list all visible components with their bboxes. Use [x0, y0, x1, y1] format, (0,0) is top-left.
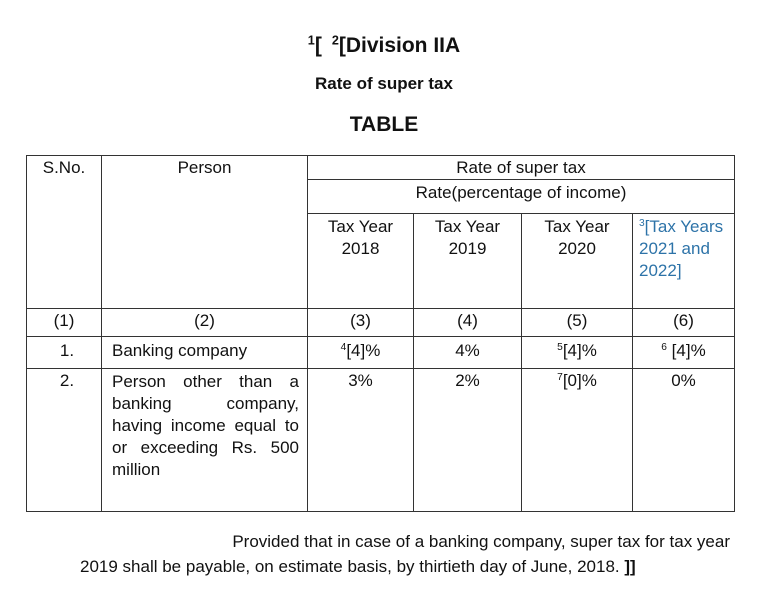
division-heading: $^1$[ $^2$[Division IIA	[307, 33, 461, 57]
header-rate-group: Rate of super tax	[308, 156, 735, 180]
rate-2019: 4%	[414, 337, 522, 369]
header-rate-sub: Rate(percentage of income)	[308, 180, 735, 214]
rate-2018: $^4$[4]%	[308, 337, 414, 369]
rate-2019: 2%	[414, 369, 522, 512]
column-number: (4)	[414, 309, 522, 337]
footnote-2: 2	[331, 33, 339, 48]
header-year-2019: Tax Year 2019	[414, 214, 522, 309]
footnote-1: 1	[307, 33, 315, 48]
rate-2021-2022: 0%	[633, 369, 735, 512]
column-number: (1)	[27, 309, 102, 337]
table-row	[27, 337, 735, 369]
header-year-2020: Tax Year 2020	[522, 214, 633, 309]
column-number: (2)	[102, 309, 308, 337]
row-person: Person other than a banking company, having income equal to or exceeding Rs. 500 million	[102, 369, 308, 512]
header-person: Person	[102, 156, 308, 309]
proviso-text: Provided that in case of a banking company, super tax for tax year 2019 shall be payable, on estimate basis, by thirtieth day of June, 2018. ]]	[80, 532, 730, 576]
rate-2021-2022: $^6$ [4]%	[633, 337, 735, 369]
column-number: (6)	[633, 309, 735, 337]
row-sno: 1.	[27, 337, 102, 369]
column-number: (3)	[308, 309, 414, 337]
table-row	[27, 369, 735, 512]
closing-brackets: ]]	[624, 557, 636, 576]
row-sno: 2.	[27, 369, 102, 512]
column-number: (5)	[522, 309, 633, 337]
super-tax-table	[26, 155, 735, 512]
rate-2020: $^5$[4]%	[522, 337, 633, 369]
rate-2018: 3%	[308, 369, 414, 512]
row-person: Banking company	[102, 337, 308, 369]
header-year-2018: Tax Year 2018	[308, 214, 414, 309]
header-years-2021-2022: $^3$[Tax Years 2021 and 2022]	[633, 214, 735, 309]
table-label: TABLE	[349, 113, 419, 136]
subtitle: Rate of super tax	[315, 74, 453, 93]
header-sno: S.No.	[27, 156, 102, 309]
rate-2020: $^7$[0]%	[522, 369, 633, 512]
